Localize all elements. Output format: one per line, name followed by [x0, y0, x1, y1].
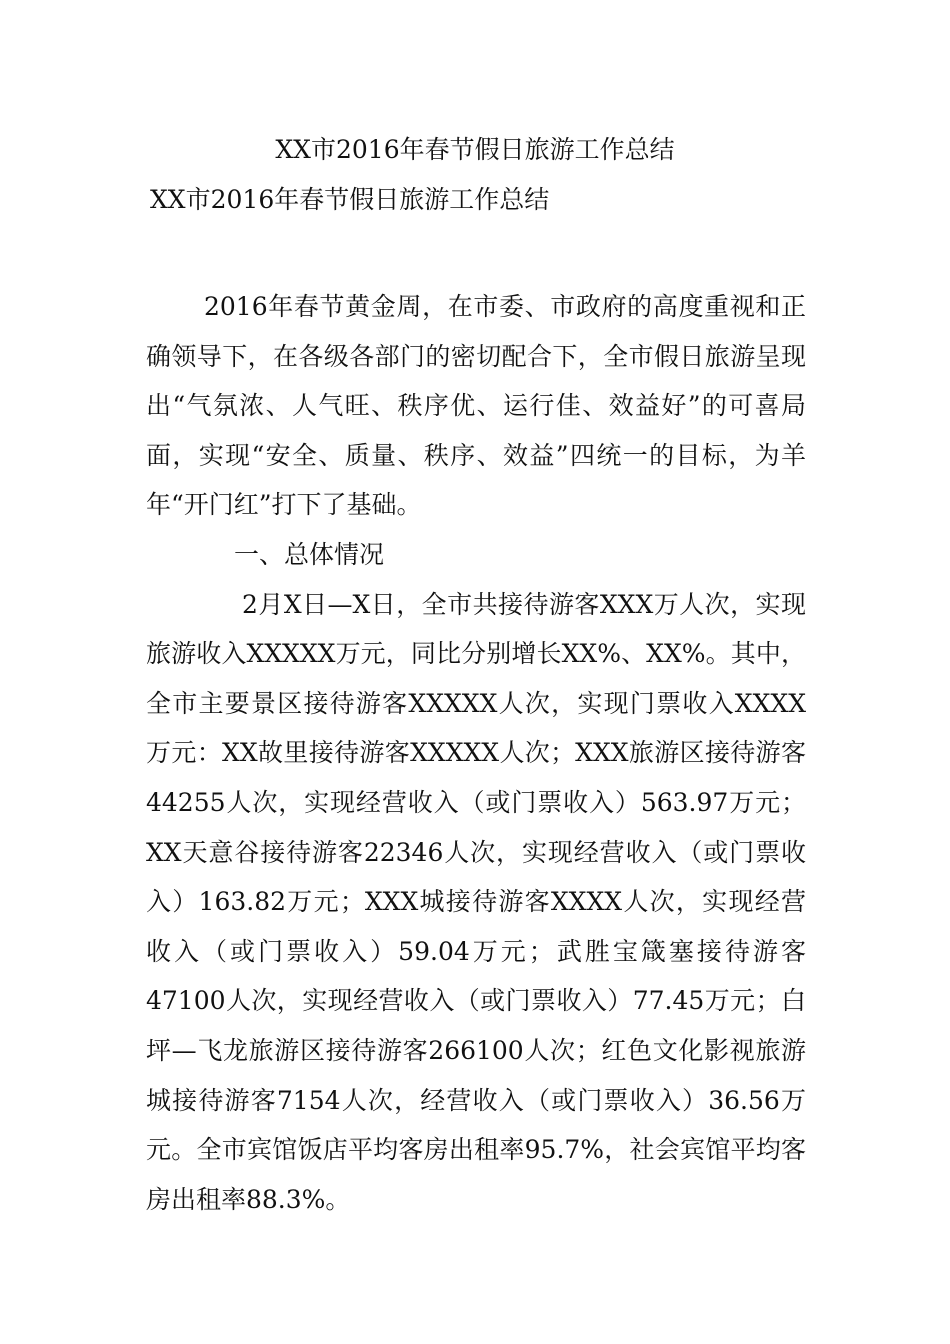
- intro-paragraph: 2016年春节黄金周，在市委、市政府的高度重视和正确领导下，在各级各部门的密切配合下，全市假日旅游呈现出“气氛浓、人气旺、秩序优、运行佳、效益好”的可喜局面，实现“安全、质量、秩序、效益”四统一的目标，为羊年“开门红”打下了基础。: [146, 292, 806, 520]
- document-title: XX市2016年春节假日旅游工作总结: [275, 135, 675, 164]
- overview-paragraph: 2月X日—X日，全市共接待游客XXX万人次，实现旅游收入XXXXX万元，同比分别增长XX%、XX%。其中，全市主要景区接待游客XXXXX人次，实现门票收入XXXX万元：XX故里接待游客XXXXX人次；XXX旅游区接待游客44255人次，实现经营收入（或门票收入）563.97万元；XX天意谷接待游客22346人次，实现经营收入（或门票收入）163.82万元；XXX城接待游客XXXX人次，实现经营收入（或门票收入）59.04万元；武胜宝箴塞接待游客47100人次，实现经营收入（或门票收入）77.45万元；白坪—飞龙旅游区接待游客266100人次；红色文化影视旅游城接待游客7154人次，经营收入（或门票收入）36.56万元。全市宾馆饭店平均客房出租率95.7%，社会宾馆平均客房出租率88.3%。: [146, 589, 806, 1214]
- document-subtitle: XX市2016年春节假日旅游工作总结: [150, 185, 550, 214]
- document-body: [146, 282, 806, 1224]
- section-heading: 一、总体情况: [234, 539, 385, 569]
